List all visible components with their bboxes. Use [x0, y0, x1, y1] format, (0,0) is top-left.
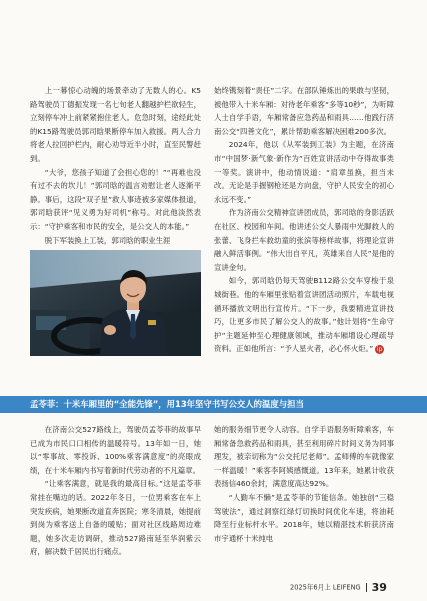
- paragraph-text: 上一幕惊心动魄的场景牵动了无数人的心。K5路驾驶员丁德振发现一名七旬老人翻越护栏欲轻生，立刻停车冲上前紧紧抱住老人。危急时刻，途经此处的K15路驾驶员郭司晗果断停车加入救援。两人合力将老人拉回护栏内，耐心劝导近半小时，直至民警赶到。: [30, 86, 201, 163]
- paragraph: [30, 423, 201, 477]
- paragraph: [214, 84, 394, 138]
- paragraph-text: 始终镌刻着“责任”二字。在部队锤炼出的果敢与坚韧，被他带入十米车厢：对待老年乘客“多等10秒”，为听障人士自学手语，车厢常备应急药品和雨具……他践行济南公交“四善文化”，累计帮助乘客解决困难200多次。: [214, 86, 394, 136]
- paragraph-text: 如今，郭司晗仍每天驾驶B112路公交车穿梭于泉城街巷。他的车厢里张贴着宣讲团活动照片，车载电视循环播放文明出行宣传片。“下一步，我要精进宣讲技巧，让更多市民了解公交人的故事。”他计划将“生命守护”主题延伸至心理健康领域，推动车厢增设心理疏导资料。正如他所言：“予人星火者，必心怀火炬。”: [214, 276, 394, 354]
- right-column-top: [214, 84, 394, 356]
- footer-divider: [366, 583, 367, 592]
- paragraph: [30, 84, 201, 166]
- issue-label: 2025年6月上 LEIFENG: [290, 583, 361, 592]
- paragraph: [30, 477, 201, 559]
- page-number: 39: [371, 581, 387, 594]
- paragraph: [214, 274, 394, 356]
- paragraph-text: 脱下军装换上工装，郭司晗的职业生涯: [44, 235, 171, 245]
- paragraph: [214, 138, 394, 206]
- paragraph-text: “让乘客满意，就是我的最高目标。”这是孟苓菲常挂在嘴边的话。2022年冬日，一位男乘客在车上突发疾病，她果断改道直奔医院；寒冬清晨，她提前到岗为乘客送上自备的暖贴；面对社区线路周边难题，她多次走访调研，推动527路南延至华润紫云府，解决数千居民出行痛点。: [30, 479, 201, 557]
- paragraph-text: “人勤车不懒”是孟苓菲的节能信条。她独创“三稳驾驶法”，通过洞察红绿灯切换时间优化车速，将油耗降至行业标杆水平。2018年，她以精湛技术斩获济南市宇通杯十米纯电: [214, 492, 394, 543]
- right-column-bottom: [214, 423, 394, 545]
- paragraph: [30, 166, 201, 234]
- page-footer: [290, 581, 387, 594]
- left-column-bottom: [30, 423, 201, 559]
- paragraph: [30, 234, 201, 248]
- left-column-top: [30, 84, 201, 247]
- paragraph-text: 作为济南公交精神宣讲团成员，郭司晗的身影活跃在社区、校园和车间。他讲述公交人暴雨中光脚救人的张蕾、飞身拦车救幼童的张滨等榜样故事，将理论宣讲融入鲜活事例。“伟大出自平凡，英雄来自人民”是他的宣讲金句。: [214, 208, 394, 272]
- paragraph-text: 2024年，他以《从军装到工装》为主题，在济南市“中国梦·新气象·新作为”百姓宣讲活动中夺得故事类一等奖。演讲中，他动情说道：“肩章虽换，担当未改。无论是手握钢枪还是方向盘，守护人民安全的初心永远不变。”: [214, 140, 394, 204]
- driver-photo: [30, 250, 201, 356]
- paragraph: [214, 423, 394, 491]
- section-title: 孟苓菲：十米车厢里的“全能先锋”，用13年坚守书写公交人的温度与担当: [30, 399, 304, 409]
- paragraph: [214, 206, 394, 274]
- paragraph-text: 她的服务细节更令人动容。自学手语服务听障乘客，车厢常备急救药品和雨具，甚至利用碎片时间义务为同事理发，被亲切称为“公交托尼老师”。孟师傅的车就像家一样温暖！”乘客李阿姨感慨道。13年来，她累计收获表扬信460余封，满意度高达92%。: [214, 425, 394, 489]
- paragraph-text: 在济南公交527路线上，驾驶员孟苓菲的故事早已成为市民口口相传的温暖符号。13年如一日，她以“零事故、零投诉、100%乘客满意度”的亮眼成绩，在十米车厢内书写着新时代劳动者的不凡篇章。: [30, 425, 201, 475]
- driver-photo-image: [30, 250, 201, 356]
- end-of-article-mark: ip: [376, 345, 383, 353]
- section-banner: [0, 396, 427, 413]
- paragraph: [214, 491, 394, 545]
- paragraph-text: “大爷，您孩子知道了会担心您的！”“再难也没有过不去的坎儿！”郭司晗的温言劝慰让老人逐渐平静。事后，这段“双子星”救人事迹被多家媒体报道，郭司晗获评“见义勇为好司机”称号。对此他淡然表示：“守护乘客和市民的安全，是公交人的本能。”: [30, 167, 201, 231]
